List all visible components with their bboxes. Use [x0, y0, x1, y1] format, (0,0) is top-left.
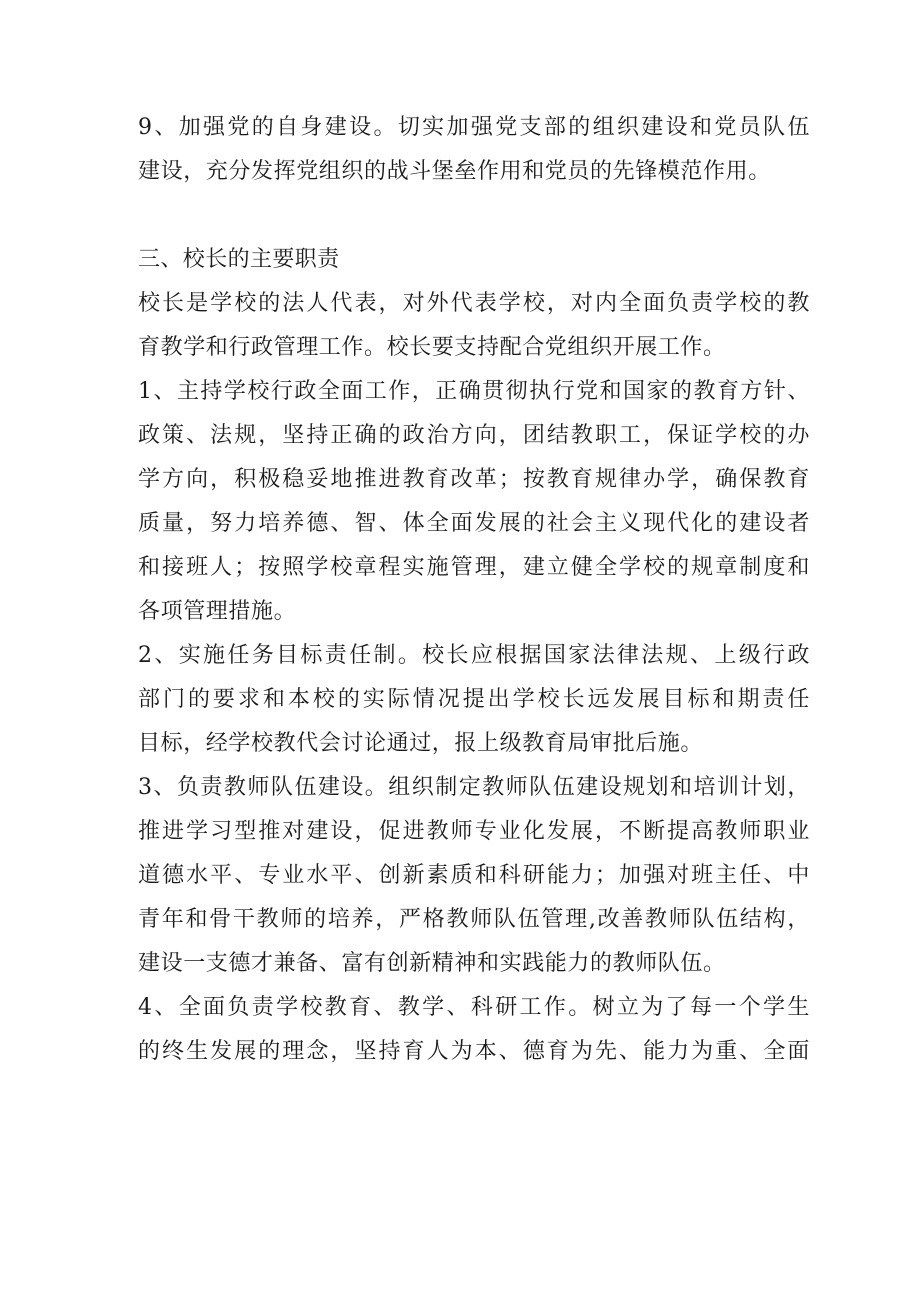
item-1-line-3: 学方向，积极稳妥地推进教育改革；按教育规律办学，确保教育: [138, 467, 810, 492]
item-2-line-3: 目标，经学校教代会讨论通过，报上级教育局审批后施。: [138, 731, 704, 756]
item-2-line-1: 2、实施任务目标责任制。校长应根据国家法律法规、上级行政: [138, 643, 810, 668]
item-3-line-4: 青年和骨干教师的培养，严格教师队伍管理,改善教师队伍结构，: [138, 907, 810, 932]
item-2-line-2: 部门的要求和本校的实际情况提出学校长远发展目标和期责任: [138, 687, 810, 712]
item-3-line-3: 道德水平、专业水平、创新素质和科研能力；加强对班主任、中: [138, 863, 810, 888]
item-1-line-6: 各项管理措施。: [138, 599, 297, 624]
item-3-line-5: 建设一支德才兼备、富有创新精神和实践能力的教师队伍。: [138, 951, 726, 976]
item-3-line-2: 推进学习型推对建设，促进教师专业化发展，不断提高教师职业: [138, 819, 810, 844]
paragraph-9-line-1: 9、加强党的自身建设。切实加强党支部的组织建设和党员队伍: [138, 115, 810, 140]
paragraph-9-line-2: 建设，充分发挥党组织的战斗堡垒作用和党员的先锋模范作用。: [138, 159, 771, 184]
section-heading-principal-duties: 三、校长的主要职责: [138, 247, 340, 272]
item-1-line-5: 和接班人；按照学校章程实施管理，建立健全学校的规章制度和: [138, 555, 810, 580]
document-body: [138, 116, 810, 1084]
item-3-line-1: 3、负责教师队伍建设。组织制定教师队伍建设规划和培训计划，: [138, 775, 810, 800]
principal-intro-line-1: 校长是学校的法人代表，对外代表学校，对内全面负责学校的教: [138, 291, 810, 316]
principal-intro-line-2: 育教学和行政管理工作。校长要支持配合党组织开展工作。: [138, 335, 726, 360]
item-4-line-1: 4、全面负责学校教育、教学、科研工作。树立为了每一个学生: [138, 995, 810, 1020]
item-1-line-2: 政策、法规，坚持正确的政治方向，团结教职工，保证学校的办: [138, 423, 810, 448]
item-1-line-1: 1、主持学校行政全面工作，正确贯彻执行党和国家的教育方针、: [138, 379, 810, 404]
item-1-line-4: 质量，努力培养德、智、体全面发展的社会主义现代化的建设者: [138, 511, 810, 536]
item-4-line-2: 的终生发展的理念，坚持育人为本、德育为先、能力为重、全面: [138, 1039, 810, 1064]
